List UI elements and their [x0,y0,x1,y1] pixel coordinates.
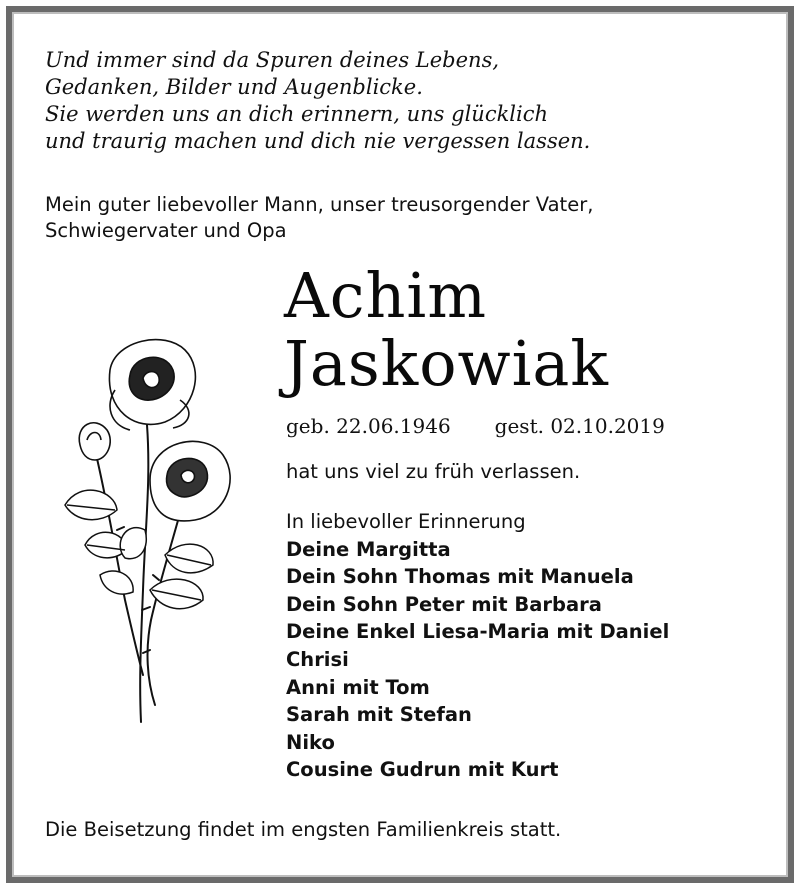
mourner-name: Deine Margitta [286,537,451,561]
poem-line: und traurig machen und dich nie vergessen lassen. [45,129,591,153]
mourner-name: Niko [286,730,335,754]
poem-line: Gedanken, Bilder und Augenblicke. [45,75,423,99]
rose-illustration-icon [55,330,245,730]
mourner-name: Deine Enkel Liesa-Maria mit Daniel [286,620,670,644]
left-us-text: hat uns viel zu früh verlassen. [286,460,581,483]
death-date: gest. 02.10.2019 [494,414,665,438]
poem [45,47,745,155]
mourner-name: Dein Sohn Peter mit Barbara [286,592,602,616]
poem-line: Sie werden uns an dich erinnern, uns glücklich [45,102,549,126]
first-name: Achim [284,259,488,332]
mourners-list [286,508,669,784]
intro-text [45,192,745,244]
mourner-name: Dein Sohn Thomas mit Manuela [286,565,634,589]
mourners-intro: In liebevoller Erinnerung [286,510,526,533]
mourner-name: Cousine Gudrun mit Kurt [286,758,559,782]
mourner-name: Sarah mit Stefan [286,703,472,727]
poem-line: Und immer sind da Spuren deines Lebens, [45,48,500,72]
intro-line: Schwiegervater und Opa [45,219,287,242]
birth-date: geb. 22.06.1946 [286,414,451,438]
deceased-name [284,259,609,400]
funeral-note: Die Beisetzung findet im engsten Familienkreis statt. [45,818,562,841]
intro-line: Mein guter liebevoller Mann, unser treusorgender Vater, [45,193,594,216]
mourner-name: Anni mit Tom [286,675,430,699]
last-name: Jaskowiak [284,327,609,400]
mourner-name: Chrisi [286,647,349,671]
life-dates [286,413,746,439]
